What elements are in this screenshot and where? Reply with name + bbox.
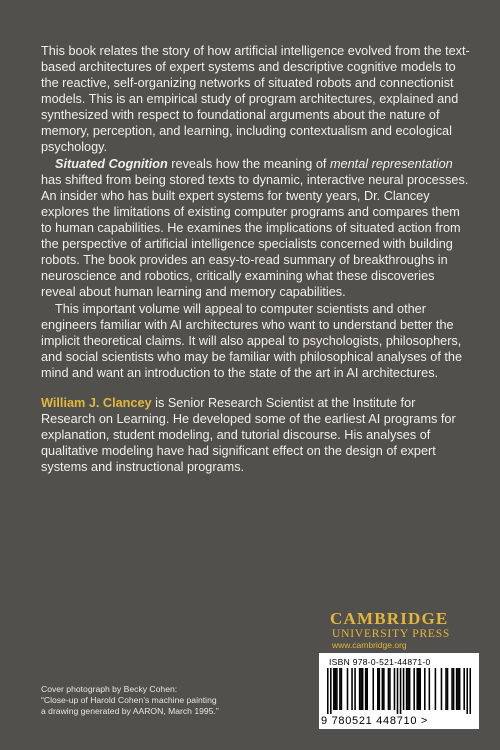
blurb-paragraph-2 [41,156,471,300]
barcode-bar [406,668,408,710]
barcode-bar [397,668,399,714]
cover-credit [41,684,311,717]
barcode-bar [441,668,443,710]
barcode-bar [463,668,465,710]
mental-representation-term: mental representation [329,157,453,171]
barcode-bar [388,668,390,710]
barcode-bar [418,668,420,710]
barcode-bar [339,668,341,710]
barcode-bar [459,668,461,710]
publisher-name: CAMBRIDGE [330,609,449,628]
barcode-bar [466,668,468,714]
barcode-bar [409,668,411,710]
back-cover-blurb [41,43,471,476]
barcode-bar [429,668,431,710]
barcode-bar [413,668,415,710]
barcode-bar [456,668,458,710]
barcode-bar [327,668,329,714]
barcode-bar [389,668,391,710]
barcode-bar [351,668,353,710]
publisher-subtitle: UNIVERSITY PRESS [332,628,451,640]
barcode-bar [403,668,405,710]
credit-line-1: Cover photograph by Becky Cohen: [41,684,178,694]
author-bio-text: is Senior Research Scientist at the Institute for Research on Learning. He developed some of the earliest AI programs for explanation, student modeling, and tutorial discourse. His analyses of qualitative modeling have had significant effect on the design of expert systems and instructional programs. [41,396,456,474]
barcode-bars [327,668,471,714]
blurb-paragraph-3: This important volume will appeal to computer scientists and other engineers familiar with AI architectures who want to understand better the implicit theoretical claims. It will also appeal to psychologists, philosophers, and social scientists who may be familiar with philosophical analyses of the mind and want an introduction to the state of the art in AI architectures. [41,302,463,380]
barcode-bar [379,668,381,710]
credit-line-3: a drawing generated by AARON, March 1995.” [41,706,219,716]
barcode-bar [354,668,356,710]
barcode-number: 9 780521 448710 > [321,715,429,727]
author-name: William J. Clancey [41,396,152,410]
blurb-p2-text-b: has shifted from being stored texts to dynamic, interactive neural processes. An insider who has built expert systems for twenty years, Dr. Clancey explores the limitations of existing computer programs and compares them to human capabilities. He examines the implications of situated action from the perspective of artificial intelligence specialists concerned with building robots. The book provides an easy-to-read summary of breakthroughs in neuroscience and robotics, critically examining what these discoveries reveal about human learning and memory capabilities. [41,173,469,299]
barcode-bar [419,668,421,710]
barcode-bar [447,668,449,710]
barcode-bar [377,668,379,710]
barcode-bar [347,668,349,710]
barcode-bar [394,668,396,710]
barcode-bar [372,668,374,710]
barcode-bar [335,668,337,710]
barcode-bar [383,668,385,710]
barcode-bar [365,668,367,710]
barcode-bar [400,668,402,714]
barcode-bar [435,668,437,710]
book-title: Situated Cognition [55,157,168,171]
barcode-bar [382,668,384,710]
barcode-bar [359,668,361,710]
barcode-bar [453,668,455,710]
barcode-bar [341,668,343,710]
barcode-bar [451,668,453,710]
barcode-bar [445,668,447,710]
publisher-url: www.cambridge.org [332,640,407,650]
barcode-bar [333,668,335,710]
barcode-bar [336,668,338,710]
isbn-barcode [319,653,479,729]
barcode-bar [407,668,409,710]
isbn-label: ISBN 978-0-521-44871-0 [329,657,431,667]
author-bio [41,395,471,475]
barcode-bar [360,668,362,710]
barcode-bar [416,668,418,710]
cambridge-logo [330,610,490,651]
barcode-bar [366,668,368,710]
barcode-bar [469,668,471,714]
barcode-bar [424,668,426,710]
barcode-bar [330,668,332,714]
blurb-p2-text-a: reveals how the meaning of [167,157,330,171]
barcode-bar [457,668,459,710]
barcode-bar [362,668,364,710]
blurb-paragraph-1: This book relates the story of how artificial intelligence evolved from the text-based architectures of expert systems and descriptive cognitive models to the reactive, self-organizing networks of situated robots and connectionist models. This is an empirical study of program architectures, explained and synthesized with respect to foundational arguments about the nature of memory, perception, and learning, including contextualism and ecological psychology. [41,44,470,154]
credit-line-2: “Close-up of Harold Cohen’s machine painting [41,695,217,705]
